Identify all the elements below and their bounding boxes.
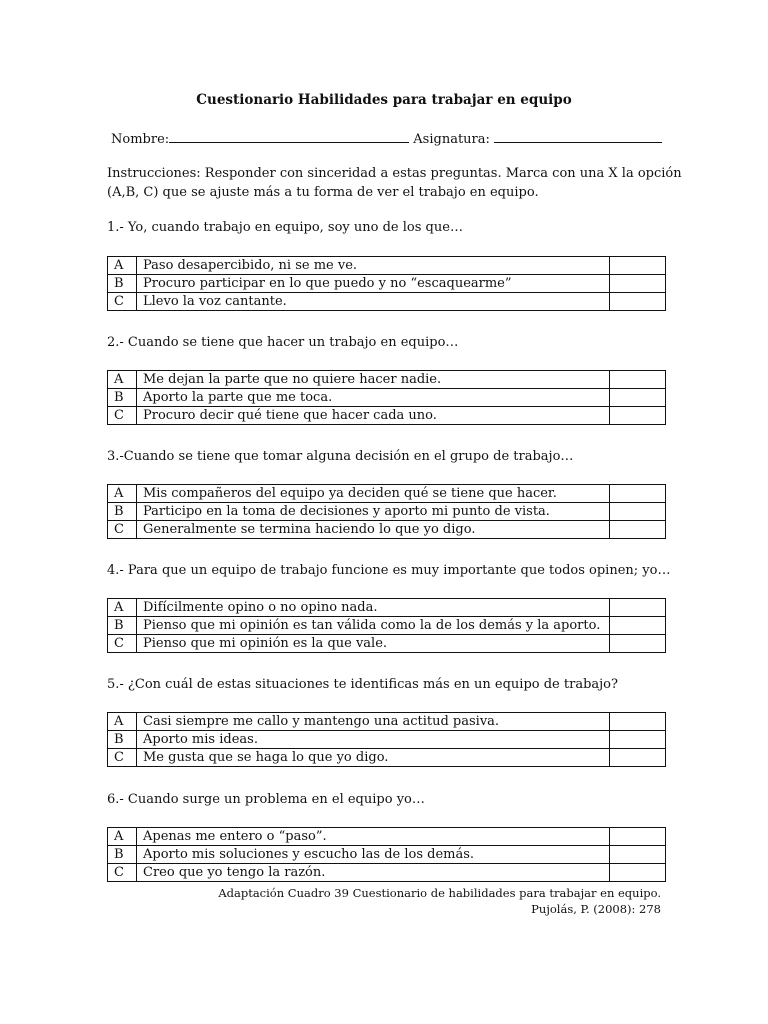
question-3: 3.-Cuando se tiene que tomar alguna decisión en el grupo de trabajo… (107, 449, 574, 464)
option-text: Procuro decir qué tiene que hacer cada uno. (137, 407, 610, 425)
option-row (108, 731, 666, 749)
option-letter: A (108, 485, 137, 503)
options-table-3 (107, 484, 666, 539)
option-text: Me gusta que se haga lo que yo digo. (137, 749, 610, 767)
citation-line-1: Adaptación Cuadro 39 Cuestionario de habilidades para trabajar en equipo. (218, 886, 661, 900)
answer-cell[interactable] (610, 635, 666, 653)
answer-cell[interactable] (610, 275, 666, 293)
option-text: Participo en la toma de decisiones y aporto mi punto de vista. (137, 503, 610, 521)
name-subject-line (111, 130, 662, 147)
options-table-6 (107, 827, 666, 882)
option-row (108, 389, 666, 407)
question-6: 6.- Cuando surge un problema en el equipo yo… (107, 792, 425, 807)
option-letter: A (108, 371, 137, 389)
option-row (108, 828, 666, 846)
options-table-4 (107, 598, 666, 653)
answer-cell[interactable] (610, 389, 666, 407)
option-letter: C (108, 635, 137, 653)
answer-cell[interactable] (610, 846, 666, 864)
option-text: Generalmente se termina haciendo lo que yo digo. (137, 521, 610, 539)
option-row (108, 749, 666, 767)
option-letter: B (108, 731, 137, 749)
answer-cell[interactable] (610, 371, 666, 389)
page-title: Cuestionario Habilidades para trabajar en equipo (196, 92, 572, 108)
option-row (108, 635, 666, 653)
options-table-5 (107, 712, 666, 767)
option-row (108, 864, 666, 882)
subject-field[interactable] (494, 130, 662, 143)
answer-cell[interactable] (610, 749, 666, 767)
option-row (108, 275, 666, 293)
answer-cell[interactable] (610, 293, 666, 311)
answer-cell[interactable] (610, 407, 666, 425)
option-row (108, 503, 666, 521)
option-letter: C (108, 407, 137, 425)
citation-line-2: Pujolás, P. (2008): 278 (531, 902, 661, 916)
answer-cell[interactable] (610, 617, 666, 635)
question-4: 4.- Para que un equipo de trabajo funcione es muy importante que todos opinen; yo… (107, 563, 671, 578)
options-table-2 (107, 370, 666, 425)
answer-cell[interactable] (610, 828, 666, 846)
option-letter: A (108, 828, 137, 846)
answer-cell[interactable] (610, 731, 666, 749)
option-letter: A (108, 257, 137, 275)
option-letter: B (108, 275, 137, 293)
option-letter: B (108, 503, 137, 521)
answer-cell[interactable] (610, 503, 666, 521)
option-row (108, 485, 666, 503)
answer-cell[interactable] (610, 599, 666, 617)
name-field[interactable] (169, 130, 409, 143)
instructions-line-2: (A,B, C) que se ajuste más a tu forma de ver el trabajo en equipo. (107, 185, 539, 200)
option-letter: C (108, 749, 137, 767)
option-letter: A (108, 599, 137, 617)
question-2: 2.- Cuando se tiene que hacer un trabajo en equipo… (107, 335, 459, 350)
answer-cell[interactable] (610, 485, 666, 503)
option-letter: A (108, 713, 137, 731)
option-text: Procuro participar en lo que puedo y no “escaquearme” (137, 275, 610, 293)
option-row (108, 293, 666, 311)
question-5: 5.- ¿Con cuál de estas situaciones te identificas más en un equipo de trabajo? (107, 677, 618, 692)
option-letter: C (108, 864, 137, 882)
answer-cell[interactable] (610, 257, 666, 275)
option-text: Pienso que mi opinión es tan válida como la de los demás y la aporto. (137, 617, 610, 635)
subject-label: Asignatura: (413, 132, 490, 147)
option-text: Me dejan la parte que no quiere hacer nadie. (137, 371, 610, 389)
option-row (108, 521, 666, 539)
option-row (108, 371, 666, 389)
options-table-1 (107, 256, 666, 311)
option-row (108, 617, 666, 635)
name-label: Nombre: (111, 132, 170, 147)
option-text: Mis compañeros del equipo ya deciden qué se tiene que hacer. (137, 485, 610, 503)
question-1: 1.- Yo, cuando trabajo en equipo, soy uno de los que… (107, 220, 463, 235)
option-text: Pienso que mi opinión es la que vale. (137, 635, 610, 653)
option-text: Apenas me entero o “paso”. (137, 828, 610, 846)
option-letter: C (108, 521, 137, 539)
option-text: Aporto mis soluciones y escucho las de los demás. (137, 846, 610, 864)
option-text: Difícilmente opino o no opino nada. (137, 599, 610, 617)
option-letter: B (108, 389, 137, 407)
option-letter: C (108, 293, 137, 311)
option-letter: B (108, 846, 137, 864)
answer-cell[interactable] (610, 521, 666, 539)
option-letter: B (108, 617, 137, 635)
option-text: Paso desapercibido, ni se me ve. (137, 257, 610, 275)
answer-cell[interactable] (610, 713, 666, 731)
instructions-line-1: Instrucciones: Responder con sinceridad a estas preguntas. Marca con una X la opción (107, 166, 682, 181)
option-text: Creo que yo tengo la razón. (137, 864, 610, 882)
option-row (108, 407, 666, 425)
option-row (108, 599, 666, 617)
option-text: Llevo la voz cantante. (137, 293, 610, 311)
option-row (108, 846, 666, 864)
answer-cell[interactable] (610, 864, 666, 882)
option-row (108, 257, 666, 275)
option-text: Aporto mis ideas. (137, 731, 610, 749)
option-text: Aporto la parte que me toca. (137, 389, 610, 407)
option-text: Casi siempre me callo y mantengo una actitud pasiva. (137, 713, 610, 731)
option-row (108, 713, 666, 731)
